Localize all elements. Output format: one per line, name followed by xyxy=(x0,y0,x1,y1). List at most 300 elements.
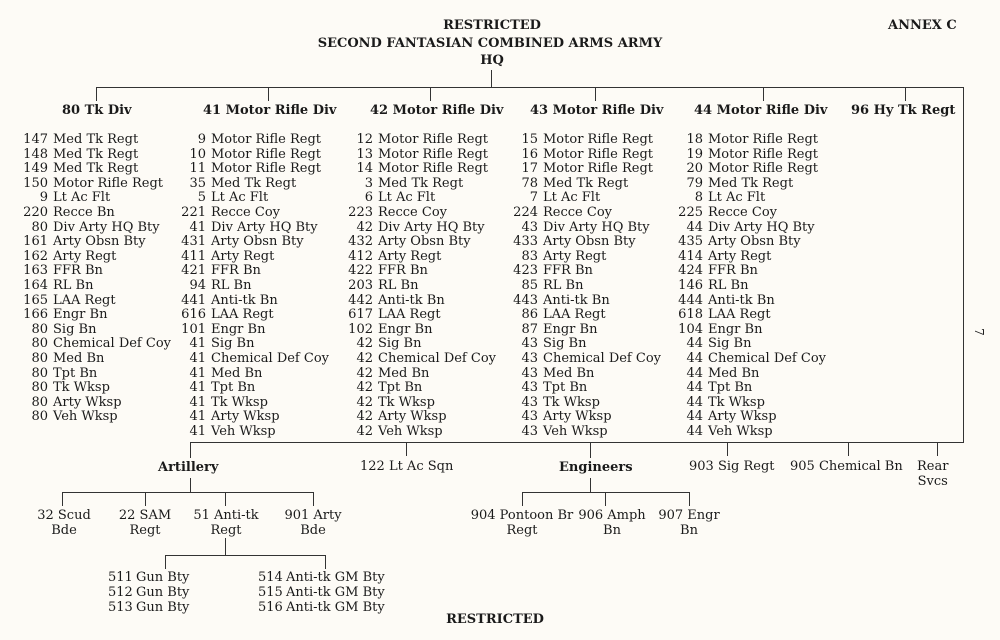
unit-row xyxy=(20,191,171,206)
engineers-stem xyxy=(590,478,591,492)
unit-row xyxy=(178,177,329,192)
unit-name: Recce Coy xyxy=(708,204,777,220)
unit-number: 83 xyxy=(521,248,538,264)
unit-row xyxy=(345,206,496,221)
unit-name: Veh Wksp xyxy=(543,423,608,439)
unit-number: 444 xyxy=(678,292,703,308)
unit-number: 8 xyxy=(694,190,703,206)
unit-name: Arty Regt xyxy=(211,248,275,264)
unit-row xyxy=(20,206,171,221)
div-43-drop xyxy=(595,87,596,101)
unit-name: Recce Bn xyxy=(53,204,115,220)
unit-number: 80 xyxy=(31,336,48,352)
unit-row xyxy=(178,191,329,206)
unit-name: RL Bn xyxy=(53,277,94,293)
battery-number: 513 xyxy=(108,600,133,615)
unit-name: Motor Rifle Regt xyxy=(211,132,322,147)
unit-row xyxy=(510,206,661,221)
unit-name: LAA Regt xyxy=(708,307,771,323)
unit-name: Arty Wksp xyxy=(378,409,447,425)
unit-row xyxy=(178,294,329,309)
unit-name: Med Bn xyxy=(543,365,595,381)
unit-name: Med Bn xyxy=(378,365,430,381)
battery-name: Gun Bty xyxy=(136,570,190,585)
unit-number: 41 xyxy=(189,365,206,381)
artillery-unit-scud: 32 Scud Bde xyxy=(37,508,91,538)
unit-name: Arty Regt xyxy=(378,248,442,264)
ac-sqn-drop xyxy=(406,442,407,456)
pontoon-drop xyxy=(522,492,523,506)
engineers-header: Engineers xyxy=(559,460,633,475)
unit-name: LAA Regt xyxy=(378,307,441,323)
unit-row xyxy=(345,177,496,192)
unit-name: Med Tk Regt xyxy=(708,175,794,191)
division-header-43: 43 Motor Rifle Div xyxy=(530,103,664,118)
unit-row xyxy=(510,425,661,440)
unit-number: 44 xyxy=(686,394,703,410)
unit-row xyxy=(178,425,329,440)
unit-name: Div Arty HQ Bty xyxy=(543,219,650,235)
unit-row xyxy=(510,235,661,250)
unit-name: RL Bn xyxy=(708,277,749,293)
unit-row xyxy=(345,264,496,279)
unit-name: Div Arty HQ Bty xyxy=(708,219,815,235)
unit-row xyxy=(675,148,826,163)
amph-drop xyxy=(605,492,606,506)
unit-row xyxy=(178,264,329,279)
battery-name: Anti-tk GM Bty xyxy=(286,570,385,585)
unit-number: 443 xyxy=(513,292,538,308)
unit-name: Med Bn xyxy=(53,350,105,366)
unit-row xyxy=(675,279,826,294)
unit-name: Motor Rifle Regt xyxy=(211,161,322,177)
engineer-unit-pontoon: 904 Pontoon Br Regt xyxy=(470,508,574,538)
unit-name: Chemical Def Coy xyxy=(378,350,496,366)
unit-number: 9 xyxy=(197,132,206,147)
unit-number: 44 xyxy=(686,350,703,366)
unit-row xyxy=(178,410,329,425)
unit-name: Lt Ac Flt xyxy=(53,190,111,206)
unit-row xyxy=(675,235,826,250)
unit-row xyxy=(20,352,171,367)
unit-number: 15 xyxy=(521,132,538,147)
unit-name: Motor Rifle Regt xyxy=(378,146,489,162)
hq-connector xyxy=(491,70,492,87)
unit-row xyxy=(510,367,661,382)
unit-row xyxy=(675,410,826,425)
unit-name: LAA Regt xyxy=(543,307,606,323)
unit-number: 225 xyxy=(678,204,703,220)
unit-row xyxy=(20,410,171,425)
unit-name: Sig Bn xyxy=(543,336,587,352)
unit-name: Sig Bn xyxy=(708,336,752,352)
gm-bty-drop xyxy=(325,555,326,569)
unit-name: Chemical Def Coy xyxy=(543,350,661,366)
unit-name: FFR Bn xyxy=(53,263,103,279)
chem-bn-drop xyxy=(848,442,849,456)
unit-name: Lt Ac Flt xyxy=(708,190,766,206)
unit-name: Sig Bn xyxy=(378,336,422,352)
unit-number: 223 xyxy=(348,204,373,220)
unit-row xyxy=(675,264,826,279)
unit-number: 12 xyxy=(356,132,373,147)
unit-number: 149 xyxy=(23,161,48,177)
division-units-44 xyxy=(675,133,826,439)
unit-row xyxy=(20,250,171,265)
unit-name: FFR Bn xyxy=(543,263,593,279)
unit-name: Motor Rifle Regt xyxy=(708,146,819,162)
rear-svcs-node: Rear Svcs xyxy=(917,459,949,489)
classification-footer: RESTRICTED xyxy=(446,612,544,627)
division-units-80 xyxy=(20,133,171,425)
artillery-drop xyxy=(190,442,191,458)
unit-number: 166 xyxy=(23,307,48,323)
unit-name: FFR Bn xyxy=(378,263,428,279)
unit-number: 7 xyxy=(529,190,538,206)
engineers-bus xyxy=(522,492,690,493)
unit-number: 165 xyxy=(23,292,48,308)
unit-number: 20 xyxy=(686,161,703,177)
battery-number: 516 xyxy=(258,600,283,615)
engr-bn-drop xyxy=(689,492,690,506)
unit-row xyxy=(345,367,496,382)
artillery-stem xyxy=(190,478,191,492)
unit-row xyxy=(20,133,171,148)
unit-name: Arty Wksp xyxy=(708,409,777,425)
unit-name: Med Tk Regt xyxy=(53,132,139,147)
unit-row xyxy=(178,221,329,236)
unit-number: 11 xyxy=(189,161,206,177)
unit-number: 42 xyxy=(356,336,373,352)
unit-name: Motor Rifle Regt xyxy=(708,161,819,177)
unit-number: 80 xyxy=(31,321,48,337)
unit-row xyxy=(345,381,496,396)
unit-row xyxy=(675,352,826,367)
antitk-stem xyxy=(225,538,226,555)
unit-number: 43 xyxy=(521,365,538,381)
unit-number: 41 xyxy=(189,219,206,235)
unit-row xyxy=(510,279,661,294)
battery-row xyxy=(108,585,189,600)
unit-number: 44 xyxy=(686,219,703,235)
unit-row xyxy=(20,264,171,279)
unit-name: Arty Obsn Bty xyxy=(378,234,471,250)
unit-number: 617 xyxy=(348,307,373,323)
unit-number: 616 xyxy=(181,307,206,323)
battery-row xyxy=(258,570,385,585)
unit-number: 41 xyxy=(189,380,206,396)
unit-number: 43 xyxy=(521,350,538,366)
unit-number: 433 xyxy=(513,234,538,250)
battery-number: 515 xyxy=(258,585,283,600)
unit-number: 80 xyxy=(31,394,48,410)
unit-number: 41 xyxy=(189,409,206,425)
unit-row xyxy=(20,177,171,192)
battery-number: 512 xyxy=(108,585,133,600)
unit-number: 164 xyxy=(23,277,48,293)
sig-regt-drop xyxy=(727,442,728,456)
unit-number: 421 xyxy=(181,263,206,279)
unit-row xyxy=(20,337,171,352)
unit-name: Lt Ac Flt xyxy=(378,190,436,206)
unit-number: 5 xyxy=(197,190,206,206)
unit-name: Sig Bn xyxy=(53,321,97,337)
unit-name: Arty Regt xyxy=(543,248,607,264)
page-title: SECOND FANTASIAN COMBINED ARMS ARMY xyxy=(317,36,663,51)
unit-name: Engr Bn xyxy=(378,321,433,337)
unit-row xyxy=(345,352,496,367)
unit-row xyxy=(345,279,496,294)
unit-row xyxy=(675,425,826,440)
unit-number: 87 xyxy=(521,321,538,337)
unit-row xyxy=(20,323,171,338)
page-number: 7 xyxy=(971,328,986,336)
unit-number: 161 xyxy=(23,234,48,250)
div-42-drop xyxy=(430,87,431,101)
unit-number: 221 xyxy=(181,204,206,220)
unit-number: 44 xyxy=(686,409,703,425)
unit-row xyxy=(345,396,496,411)
unit-row xyxy=(510,264,661,279)
battery-name: Anti-tk GM Bty xyxy=(286,600,385,615)
classification-header: RESTRICTED xyxy=(443,18,541,33)
unit-number: 80 xyxy=(31,409,48,425)
unit-number: 19 xyxy=(686,146,703,162)
scud-drop xyxy=(62,492,63,506)
unit-row xyxy=(20,396,171,411)
unit-row xyxy=(20,367,171,382)
hq-label: HQ xyxy=(480,53,504,68)
unit-name: Arty Obsn Bty xyxy=(53,234,146,250)
unit-name: Veh Wksp xyxy=(708,423,773,439)
div-80-drop xyxy=(96,87,97,101)
unit-row xyxy=(345,425,496,440)
unit-name: RL Bn xyxy=(543,277,584,293)
unit-row xyxy=(345,221,496,236)
unit-number: 203 xyxy=(348,277,373,293)
unit-number: 435 xyxy=(678,234,703,250)
unit-row xyxy=(675,162,826,177)
unit-name: Engr Bn xyxy=(708,321,763,337)
unit-row xyxy=(178,148,329,163)
battery-number: 514 xyxy=(258,570,283,585)
unit-number: 6 xyxy=(364,190,373,206)
unit-number: 44 xyxy=(686,380,703,396)
artillery-unit-arty-bde: 901 Arty Bde xyxy=(284,508,342,538)
unit-row xyxy=(178,235,329,250)
unit-number: 42 xyxy=(356,394,373,410)
unit-row xyxy=(510,294,661,309)
unit-name: Arty Regt xyxy=(53,248,117,264)
rear-svcs-drop xyxy=(937,442,938,456)
unit-name: Recce Coy xyxy=(378,204,447,220)
unit-row xyxy=(345,191,496,206)
unit-row xyxy=(178,337,329,352)
unit-name: Motor Rifle Regt xyxy=(378,132,489,147)
unit-name: Med Tk Regt xyxy=(543,175,629,191)
battery-name: Anti-tk GM Bty xyxy=(286,585,385,600)
unit-number: 42 xyxy=(356,380,373,396)
unit-name: Motor Rifle Regt xyxy=(53,175,164,191)
unit-row xyxy=(510,352,661,367)
unit-row xyxy=(510,221,661,236)
right-trunk-line xyxy=(963,87,964,442)
unit-row xyxy=(178,352,329,367)
unit-name: Veh Wksp xyxy=(378,423,443,439)
unit-number: 42 xyxy=(356,409,373,425)
gm-bty-list xyxy=(258,570,385,615)
unit-row xyxy=(510,250,661,265)
battery-name: Gun Bty xyxy=(136,600,190,615)
division-units-43 xyxy=(510,133,661,439)
unit-name: Sig Bn xyxy=(211,336,255,352)
unit-row xyxy=(510,337,661,352)
antitk-drop xyxy=(225,492,226,506)
artillery-unit-antitk: 51 Anti-tk Regt xyxy=(193,508,259,538)
division-header-44: 44 Motor Rifle Div xyxy=(694,103,828,118)
unit-number: 618 xyxy=(678,307,703,323)
unit-row xyxy=(510,323,661,338)
unit-number: 42 xyxy=(356,423,373,439)
unit-row xyxy=(510,396,661,411)
unit-name: Motor Rifle Regt xyxy=(378,161,489,177)
unit-name: Med Tk Regt xyxy=(53,161,139,177)
unit-number: 431 xyxy=(181,234,206,250)
unit-number: 41 xyxy=(189,423,206,439)
unit-row xyxy=(20,381,171,396)
annex-label: ANNEX C xyxy=(888,18,957,33)
unit-row xyxy=(345,323,496,338)
unit-row xyxy=(178,279,329,294)
unit-row xyxy=(178,396,329,411)
unit-number: 79 xyxy=(686,175,703,191)
division-header-41: 41 Motor Rifle Div xyxy=(203,103,337,118)
unit-number: 80 xyxy=(31,365,48,381)
unit-row xyxy=(675,381,826,396)
unit-row xyxy=(510,308,661,323)
unit-row xyxy=(675,177,826,192)
unit-number: 80 xyxy=(31,380,48,396)
unit-name: Recce Coy xyxy=(211,204,280,220)
unit-row xyxy=(178,381,329,396)
unit-number: 150 xyxy=(23,175,48,191)
unit-number: 43 xyxy=(521,409,538,425)
unit-number: 41 xyxy=(189,336,206,352)
unit-name: Veh Wksp xyxy=(53,409,118,425)
unit-row xyxy=(675,294,826,309)
unit-name: Med Tk Regt xyxy=(211,175,297,191)
unit-row xyxy=(510,177,661,192)
unit-name: Tk Wksp xyxy=(378,394,435,410)
unit-row xyxy=(20,162,171,177)
unit-number: 43 xyxy=(521,336,538,352)
gun-bty-drop xyxy=(165,555,166,569)
unit-row xyxy=(345,148,496,163)
unit-number: 14 xyxy=(356,161,373,177)
unit-name: Chemical Def Coy xyxy=(53,336,171,352)
unit-number: 148 xyxy=(23,146,48,162)
unit-row xyxy=(510,191,661,206)
unit-row xyxy=(20,294,171,309)
unit-number: 441 xyxy=(181,292,206,308)
unit-row xyxy=(178,308,329,323)
div-44-drop xyxy=(763,87,764,101)
division-bus-line xyxy=(96,87,964,88)
unit-row xyxy=(675,367,826,382)
unit-row xyxy=(178,133,329,148)
unit-number: 43 xyxy=(521,219,538,235)
unit-row xyxy=(675,337,826,352)
unit-name: Motor Rifle Regt xyxy=(211,146,322,162)
unit-number: 13 xyxy=(356,146,373,162)
unit-row xyxy=(510,381,661,396)
arty-bde-drop xyxy=(313,492,314,506)
unit-row xyxy=(345,308,496,323)
unit-row xyxy=(178,206,329,221)
unit-number: 414 xyxy=(678,248,703,264)
unit-name: Chemical Def Coy xyxy=(211,350,329,366)
sam-drop xyxy=(145,492,146,506)
unit-number: 146 xyxy=(678,277,703,293)
unit-name: Engr Bn xyxy=(53,307,108,323)
unit-number: 42 xyxy=(356,350,373,366)
unit-name: Motor Rifle Regt xyxy=(708,132,819,147)
unit-name: RL Bn xyxy=(378,277,419,293)
unit-name: Engr Bn xyxy=(543,321,598,337)
unit-row xyxy=(510,133,661,148)
unit-name: Div Arty HQ Bty xyxy=(211,219,318,235)
regiment-header-96: 96 Hy Tk Regt xyxy=(851,103,956,118)
unit-row xyxy=(20,308,171,323)
unit-number: 85 xyxy=(521,277,538,293)
unit-name: Engr Bn xyxy=(211,321,266,337)
unit-name: Arty Regt xyxy=(708,248,772,264)
unit-number: 80 xyxy=(31,350,48,366)
unit-name: Arty Obsn Bty xyxy=(211,234,304,250)
artillery-bus xyxy=(62,492,314,493)
unit-row xyxy=(345,337,496,352)
unit-row xyxy=(178,367,329,382)
unit-name: FFR Bn xyxy=(708,263,758,279)
unit-number: 442 xyxy=(348,292,373,308)
unit-row xyxy=(675,323,826,338)
unit-number: 43 xyxy=(521,380,538,396)
unit-name: Arty Obsn Bty xyxy=(708,234,801,250)
sig-regt-node: 903 Sig Regt xyxy=(689,459,775,474)
unit-name: FFR Bn xyxy=(211,263,261,279)
unit-number: 411 xyxy=(181,248,206,264)
unit-number: 224 xyxy=(513,204,538,220)
unit-row xyxy=(675,396,826,411)
unit-number: 423 xyxy=(513,263,538,279)
chem-bn-node: 905 Chemical Bn xyxy=(790,459,903,474)
unit-number: 102 xyxy=(348,321,373,337)
unit-row xyxy=(345,410,496,425)
unit-number: 101 xyxy=(181,321,206,337)
unit-name: Tpt Bn xyxy=(543,380,588,396)
unit-number: 94 xyxy=(189,277,206,293)
hy-tk-drop xyxy=(905,87,906,101)
unit-name: Chemical Def Coy xyxy=(708,350,826,366)
unit-number: 104 xyxy=(678,321,703,337)
unit-number: 16 xyxy=(521,146,538,162)
unit-row xyxy=(675,250,826,265)
unit-name: Arty Wksp xyxy=(53,394,122,410)
unit-name: Med Tk Regt xyxy=(53,146,139,162)
unit-number: 147 xyxy=(23,132,48,147)
division-header-80: 80 Tk Div xyxy=(62,103,132,118)
unit-number: 44 xyxy=(686,336,703,352)
